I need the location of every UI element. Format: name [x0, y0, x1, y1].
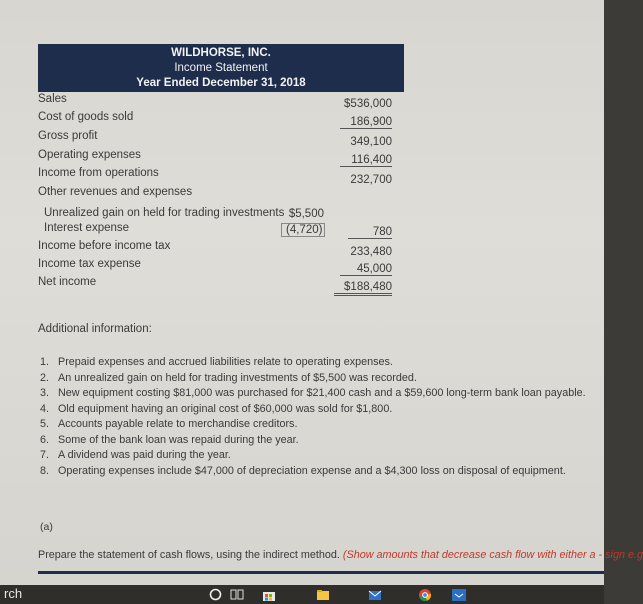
- line-label: Gross profit: [38, 130, 98, 142]
- prompt-hint: (Show amounts that decrease cash flow with either a - sign e.g: [342, 549, 643, 561]
- prompt-text: Prepare the statement of cash flows, using the indirect method.: [38, 549, 340, 561]
- list-item: 4. Old equipment having an original cost of $60,000 was sold for $1,800.: [40, 402, 393, 415]
- taskbar: [0, 585, 604, 604]
- company-name: WILDHORSE, INC.: [171, 47, 271, 59]
- list-item: 8. Operating expenses include $47,000 of depreciation expense and a $4,300 loss on disposal of equipment.: [40, 464, 566, 477]
- line-label: Sales: [38, 93, 67, 105]
- line-label: Cost of goods sold: [38, 111, 134, 123]
- task-view-icon[interactable]: [230, 588, 244, 601]
- line-subamount: (4,720): [281, 223, 325, 237]
- line-label: Operating expenses: [38, 149, 141, 161]
- line-amount: 232,700: [350, 174, 392, 186]
- line-amount: 233,480: [350, 246, 392, 258]
- line-label: Interest expense: [44, 222, 130, 234]
- line-amount: $188,480: [334, 281, 392, 296]
- line-label: Income tax expense: [38, 258, 141, 270]
- line-amount: 780: [348, 226, 392, 239]
- part-label: (a): [40, 521, 53, 533]
- list-item: 1. Prepaid expenses and accrued liabilities relate to operating expenses.: [40, 356, 393, 368]
- line-amount: 349,100: [350, 136, 392, 148]
- line-amount: $536,000: [344, 98, 392, 110]
- list-item: 2. An unrealized gain on held for trading investments of $5,500 was recorded.: [40, 371, 417, 384]
- line-amount: 186,900: [340, 116, 392, 129]
- statement-period: Year Ended December 31, 2018: [136, 77, 306, 89]
- list-item: 7. A dividend was paid during the year.: [40, 449, 231, 461]
- line-subamount: $5,500: [288, 208, 324, 220]
- list-item: 5. Accounts payable relate to merchandise creditors.: [40, 418, 298, 430]
- additional-info-title: Additional information:: [38, 323, 152, 335]
- list-item: 3. New equipment costing $81,000 was purchased for $21,400 cash and a $59,600 long-term bank loan payable.: [40, 387, 586, 399]
- line-label: Income from operations: [38, 167, 159, 179]
- line-amount: 45,000: [340, 263, 392, 276]
- question-prompt: [38, 549, 643, 561]
- line-label: Unrealized gain on held for trading investments: [44, 207, 285, 219]
- file-explorer-icon[interactable]: [316, 588, 330, 602]
- section-divider: [38, 571, 604, 574]
- cortana-circle-icon[interactable]: [209, 588, 222, 601]
- store-icon[interactable]: [262, 588, 276, 602]
- line-label: Other revenues and expenses: [38, 186, 193, 198]
- line-label: Net income: [38, 276, 97, 288]
- chrome-icon[interactable]: [418, 588, 432, 602]
- app-icon[interactable]: [452, 588, 466, 602]
- line-label: Income before income tax: [38, 240, 171, 252]
- taskbar-search-text[interactable]: rch: [4, 586, 23, 601]
- list-item: 6. Some of the bank loan was repaid during the year.: [40, 433, 299, 446]
- statement-header: [38, 44, 404, 92]
- mail-icon[interactable]: [368, 588, 382, 602]
- additional-info-list: [40, 355, 600, 479]
- line-amount: 116,400: [340, 154, 392, 167]
- statement-title: Income Statement: [174, 62, 268, 74]
